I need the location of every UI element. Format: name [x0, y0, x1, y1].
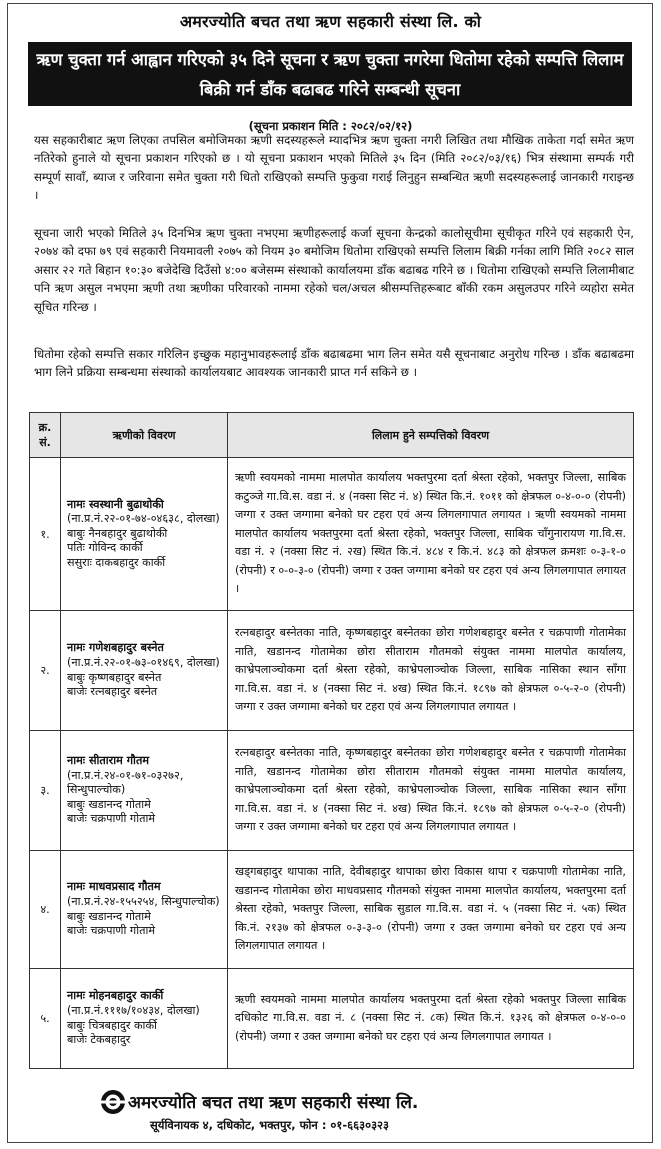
notice-paragraph-2: सूचना जारी भएको मितिले ३५ दिनभित्र ऋण चुक्ता नभएमा ऋणीहरूलाई कर्जा सूचना केन्द्रको कालोसूचीमा सूचीकृत गरिने एवं सहकारी ऐन, २०७४ को दफा ७९ एवं सहकारी नियमावली २०७५ को नियम ३० बमोजिम धितोमा राखिएको सम्पत्ति लिलाम बिक्री गर्नका लागि मिति २०८२ साल असार २२ गते बिहान १०:३० बजेदेखि दिउँसो ४:०० बजेसम्म संस्थाको कार्यालयमा डाँक बढाबढ गरिने छ । धितोमा राखिएको सम्पत्ति लिलामीबाट पनि ऋण असुल नभएमा ऋणी तथा ऋणीका परिवारको नाममा रहेको चल/अचल श्रीसम्पत्तिहरूबाट बाँकी रकम असुलउपर गरिने व्यहोरा समेत सूचित गरिन्छ । [34, 226, 634, 314]
borrower-relation: बाजेः टेकबहादुर [67, 1033, 131, 1047]
footer-organization-name: अमरज्योति बचत तथा ऋण सहकारी संस्था लि. [128, 1093, 419, 1113]
borrower-relation: बाबुः नैनबहादुर बुढाथोकी [67, 526, 168, 540]
borrower-relation: बाबुः चित्रबहादुर कार्की [67, 1018, 157, 1032]
table-row [30, 969, 634, 1069]
serial-number: ४. [30, 851, 61, 969]
borrower-relation: बाजेः रत्नबहादुर बस्नेत [67, 685, 158, 699]
table-header-row [30, 413, 634, 458]
cooperative-logo-icon [100, 1089, 126, 1115]
property-details: ऋणी स्वयमको नाममा मालपोत कार्यालय भक्तपुरमा दर्ता श्रेस्ता रहेको, भक्तपुर जिल्ला, साबिक कटुञ्जे गा.वि.स. वडा नं. ४ (नक्सा सिट नं. ४) स्थित कि.नं. १०११ को क्षेत्रफल ०-४-०-० (रोपनी) जग्गा र उक्त जग्गामा बनेको घर टहरा एवं अन्य लिगलगापात लगायत । ऋणी स्वयमको नाममा मालपोत कार्यालय भक्तपुरमा दर्ता श्रेस्ता रहेको, भक्तपुर जिल्ला, साबिक चाँगुनारायण गा.वि.स. वडा नं. २ (नक्सा सिट नं. २ख) स्थित कि.नं. ४८४ र कि.नं. ४८३ को क्षेत्रफल क्रमशः ०-३-१-० (रोपनी) र ०-०-३-० (रोपनी) जग्गा र उक्त जग्गामा बनेको घर टहरा एवं अन्य लिगलगापात लगायत । [228, 458, 634, 611]
serial-number: १. [30, 458, 61, 611]
borrower-details [61, 611, 228, 731]
borrower-relation: पतिः गोविन्द कार्की [67, 541, 143, 555]
borrower-relation: बाबुः खडानन्द गोतामे [67, 797, 151, 811]
borrower-id: (ना.प्र.नं.१११७/१०४३४, दोलखा) [67, 1003, 200, 1017]
notice-title-banner: ऋण चुक्ता गर्न आह्वान गरिएको ३५ दिने सूचना र ऋण चुक्ता नगरेमा धितोमा रहेको सम्पत्ति लिलाम बिक्री गर्न डाँक बढाबढ गरिने सम्बन्धी सूचना [28, 42, 632, 106]
borrower-name: नामः गणेशबहादुर बस्नेत [67, 641, 164, 655]
borrower-details [61, 851, 228, 969]
property-details: रत्नबहादुर बस्नेतका नाति, कृष्णबहादुर बस्नेतका छोरा गणेशबहादुर बस्नेत र चक्रपाणी गोतामेका नाति, खडानन्द गोतामेका छोरा सीताराम गौतमको संयुक्त नाममा मालपोत कार्यालय, काभ्रेपलाञ्चोकमा दर्ता श्रेस्ता रहेको, काभ्रेपलाञ्चोक जिल्ला, साबिक नासिका स्थान साँगा गा.वि.स. वडा नं. ४ (नक्सा सिट नं. ४ख) स्थित कि.नं. १८९७ को क्षेत्रफल ०-५-२-० (रोपनी) जग्गा र उक्त जग्गामा बनेको घर टहरा एवं अन्य लिगलगापात लगायत । [228, 611, 634, 731]
borrower-relation: ससुराः दाकबहादुर कार्की [67, 555, 166, 569]
organization-heading: अमरज्योति बचत तथा ऋण सहकारी संस्था लि. को [179, 12, 482, 31]
header-property: लिलाम हुने सम्पत्तिको विवरण [228, 413, 634, 458]
borrower-details [61, 969, 228, 1069]
table-row [30, 458, 634, 611]
serial-number: २. [30, 611, 61, 731]
borrower-id: (ना.प्र.नं.२४-०१-७१-०३२७२, सिन्धुपाल्चोक) [67, 768, 184, 797]
borrower-id: (ना.प्र.नं.२२-०१-७३-०१४६९, दोलखा) [67, 655, 220, 669]
borrower-property-table [29, 412, 634, 1069]
borrower-details [61, 731, 228, 851]
borrower-relation: बाबुः खडानन्द गोतामे [67, 909, 151, 923]
borrower-relation: बाजेः चक्रपाणी गोतामे [67, 812, 156, 826]
borrower-name: नामः सीताराम गौतम [67, 754, 150, 768]
borrower-relation: बाजेः चक्रपाणी गोतामे [67, 924, 156, 938]
table-row [30, 731, 634, 851]
borrower-details [61, 458, 228, 611]
notice-paragraph-1: यस सहकारीबाट ऋण लिएका तपसिल बमोजिमका ऋणी सदस्यहरूले म्यादभित्र ऋण चुक्ता नगरी लिखित तथा मौखिक ताकेता गर्दा समेत ऋण नतिरेको हुनाले यो सूचना प्रकाशन गरिएको छ । यो सूचना प्रकाशन भएको मितिले ३५ दिन (मिति २०८२/०३/१६) भित्र संस्थामा सम्पर्क गरी सम्पूर्ण सावाँ, ब्याज र जरिवाना समेत चुक्ता गरी धितो राखिएको सम्पत्ति फुकुवा गराई लिनुहुन सम्बन्धित ऋणी सदस्यहरूलाई जानकारी गराइन्छ । [34, 133, 634, 203]
borrower-name: नामः माधवप्रसाद गौतम [67, 880, 161, 894]
header-serial: क्र. सं. [30, 413, 61, 458]
publication-date: (सूचना प्रकाशन मिति : २०८२/०२/१२) [248, 119, 413, 133]
borrower-name: नामः स्वस्थानी बुढाथोकी [67, 497, 164, 511]
borrower-relation: बाबुः कृष्णबहादुर बस्नेत [67, 670, 162, 684]
borrower-name: नामः मोहनबहादुर कार्की [67, 989, 164, 1003]
property-details: खड्गबहादुर थापाका नाति, देवीबहादुर थापाका छोरा विकास थापा र चक्रपाणी गोतामेका नाति, खडानन्द गोतामेका छोरा माधवप्रसाद गौतमको संयुक्त नाममा मालपोत कार्यालय, भक्तपुरमा दर्ता श्रेस्ता रहेको, भक्तपुर जिल्ला, साबिक सुडाल गा.वि.स. वडा नं. ५ (नक्सा सिट नं. ५क) स्थित कि.नं. २१३७ को क्षेत्रफल ०-३-३-० (रोपनी) जग्गा र उक्त जग्गामा बनेको घर टहरा एवं अन्य लिगलगापात लगायत । [228, 851, 634, 969]
borrower-id: (ना.प्र.नं.२४-१५५२५४, सिन्धुपाल्चोक) [67, 894, 220, 908]
table-row [30, 851, 634, 969]
property-details: रत्नबहादुर बस्नेतका नाति, कृष्णबहादुर बस्नेतका छोरा गणेशबहादुर बस्नेत र चक्रपाणी गोतामेका नाति, खडानन्द गोतामेका छोरा सीताराम गौतमको संयुक्त नाममा मालपोत कार्यालय, काभ्रेपलाञ्चोकमा दर्ता श्रेस्ता रहेको, काभ्रेपलाञ्चोक जिल्ला, साबिक नासिका स्थान साँगा गा.वि.स. वडा नं. ४ (नक्सा सिट नं. ४ख) स्थित कि.नं. १८९७ को क्षेत्रफल ०-५-२-० (रोपनी) जग्गा र उक्त जग्गामा बनेको घर टहरा एवं अन्य लिगलगापात लगायत । [228, 731, 634, 851]
serial-number: ३. [30, 731, 61, 851]
property-details: ऋणी स्वयमको नाममा मालपोत कार्यालय भक्तपुरमा दर्ता श्रेस्ता रहेको भक्तपुर जिल्ला साबिक दधिकोट गा.वि.स. वडा नं. ८ (नक्सा सिट नं. ८क) स्थित कि.नं. १३२६ को क्षेत्रफल ०-४-०-० (रोपनी) जग्गा र उक्त जग्गामा बनेको घर टहरा एवं अन्य लिगलगापात लगायत । [228, 969, 634, 1069]
serial-number: ५. [30, 969, 61, 1069]
table-row [30, 611, 634, 731]
notice-paragraph-3: धितोमा रहेको सम्पत्ति सकार गरिलिन इच्छुक महानुभावहरूलाई डाँक बढाबढमा भाग लिन समेत यसै सूचनाबाट अनुरोध गरिन्छ । डाँक बढाबढमा भाग लिने प्रक्रिया सम्बन्धमा संस्थाको कार्यालयबाट आवश्यक जानकारी प्राप्त गर्न सकिने छ । [34, 347, 634, 380]
footer-address: सूर्यविनायक ४, दधिकोट, भक्तपुर, फोन : ०१-६६३०३२३ [150, 1118, 390, 1132]
borrower-id: (ना.प्र.नं.२२-०१-७४-०४६३८, दोलखा) [67, 512, 220, 526]
header-borrower: ऋणीको विवरण [61, 413, 228, 458]
